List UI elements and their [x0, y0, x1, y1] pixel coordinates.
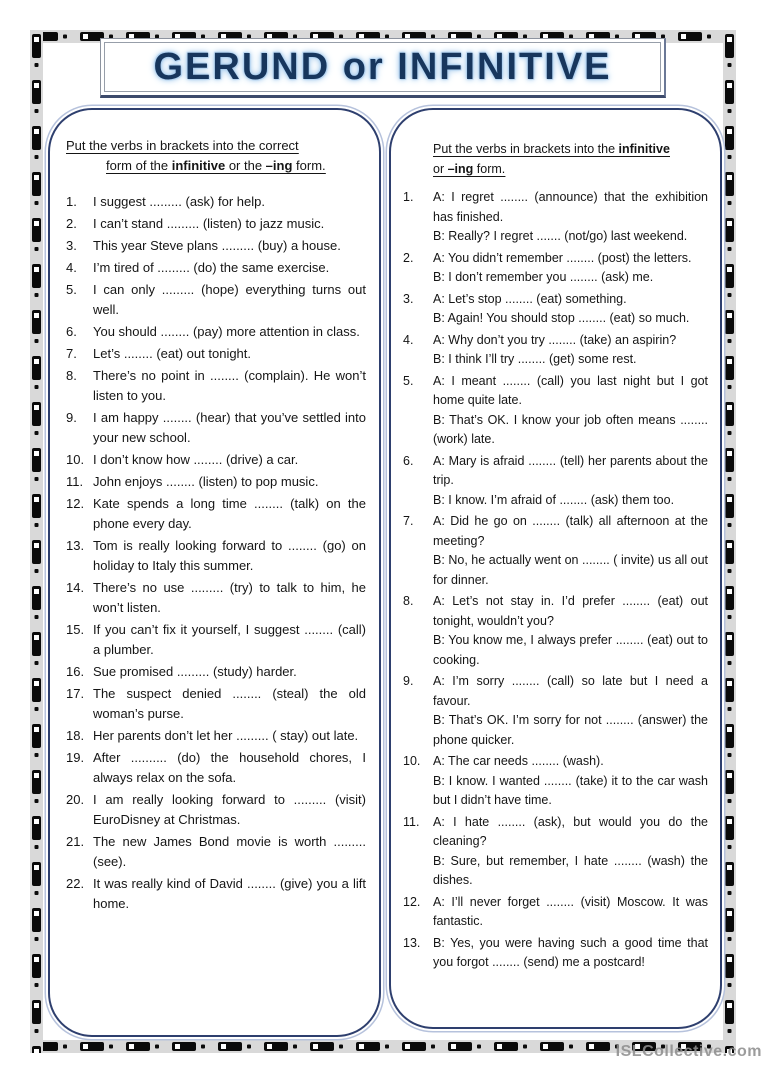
exercise-item — [66, 214, 366, 234]
dialogue-item — [403, 372, 708, 450]
item-number: 11. — [66, 474, 84, 489]
left-instructions-line2-post: form. — [292, 158, 326, 173]
dialogue-item — [403, 512, 708, 590]
item-number: 5. — [403, 373, 414, 388]
item-number: 16. — [66, 664, 85, 679]
exercise-item — [66, 874, 366, 914]
item-number: 13. — [66, 538, 85, 553]
dialogue-line: A: Let’s stop ........ (eat) something. — [433, 291, 627, 306]
dialogue-item — [403, 813, 708, 891]
item-number: 7. — [403, 514, 414, 528]
exercise-item — [66, 408, 366, 448]
right-exercise-panel — [389, 108, 722, 1029]
left-instructions-line2-mid: or the — [225, 158, 266, 173]
item-number: 21. — [66, 834, 85, 849]
dialogue-lines — [433, 934, 708, 973]
exercise-item — [66, 258, 366, 278]
item-number: 8. — [66, 368, 77, 383]
exercise-item — [66, 748, 366, 788]
item-text: I suggest ......... (ask) for help. — [93, 194, 265, 209]
item-number: 9. — [66, 410, 77, 425]
item-number: 4. — [66, 260, 77, 275]
left-instructions-line1: Put the verbs in brackets into the correct — [66, 138, 299, 153]
dialogue-lines — [433, 331, 708, 370]
item-number: 8. — [403, 594, 414, 608]
exercise-item — [66, 192, 366, 212]
dialogue-lines — [433, 512, 708, 590]
item-text: Let’s ........ (eat) out tonight. — [93, 346, 252, 361]
exercise-item — [66, 472, 366, 492]
dialogue-line: B: I think I’ll try ........ (get) some rest. — [433, 352, 637, 366]
dialogue-line: A: I hate ........ (ask), but would you do the cleaning? — [433, 814, 708, 848]
item-text: The suspect denied ........ (steal) the old woman’s purse. — [93, 686, 366, 721]
dialogue-line: B: Sure, but remember, I hate ........ (wash) the dishes. — [433, 853, 708, 887]
item-number: 12. — [66, 496, 85, 511]
item-text: I can only ......... (hope) everything turns out well. — [93, 282, 366, 317]
exercise-item — [66, 662, 366, 682]
dialogue-lines — [433, 592, 708, 670]
left-instructions-keyword-ing: –ing — [265, 158, 293, 173]
item-text: After .......... (do) the household chores, I always relax on the sofa. — [93, 750, 366, 785]
title-box-inner — [104, 42, 661, 92]
item-number: 9. — [403, 674, 414, 688]
left-instructions-line2-pre: form of the — [106, 158, 172, 173]
dialogue-item — [403, 672, 708, 750]
item-text: There’s no use ......... (try) to talk to him, he won’t listen. — [93, 580, 366, 615]
item-text: Sue promised ......... (study) harder. — [93, 664, 297, 679]
item-text: It was really kind of David ........ (give) you a lift home. — [93, 876, 366, 911]
dialogue-line: B: I know. I’m afraid of ........ (ask) them too. — [433, 492, 675, 507]
dialogue-line: A: You didn’t remember ........ (post) the letters. — [433, 250, 692, 265]
item-number: 17. — [66, 686, 85, 701]
item-text: John enjoys ........ (listen) to pop music. — [93, 474, 319, 489]
exercise-item — [66, 236, 366, 256]
item-number: 13. — [403, 935, 421, 950]
dialogue-line: B: I don’t remember you ........ (ask) me. — [433, 270, 654, 284]
dialogue-line: A: I’ll never forget ........ (visit) Moscow. It was fantastic. — [433, 894, 708, 928]
dialogue-line: B: Yes, you were having such a good time that you forgot ........ (send) me a postcard! — [433, 935, 708, 969]
dialogue-line: A: Why don’t you try ........ (take) an aspirin? — [433, 332, 677, 347]
dialogue-item — [403, 290, 708, 329]
exercise-item — [66, 684, 366, 724]
left-exercise-panel — [48, 108, 381, 1037]
dialogue-lines — [433, 290, 708, 329]
dialogue-line: B: Really? I regret ....... (not/go) last weekend. — [433, 229, 688, 243]
item-number: 5. — [66, 282, 77, 297]
right-instructions-keyword-infinitive: infinitive — [618, 142, 670, 156]
item-text: I’m tired of ......... (do) the same exercise. — [93, 260, 330, 275]
dialogue-line: B: Again! You should stop ........ (eat) so much. — [433, 311, 690, 325]
left-instructions-keyword-infinitive: infinitive — [171, 158, 226, 173]
exercise-item — [66, 832, 366, 872]
item-number: 22. — [66, 876, 85, 891]
exercise-item — [66, 726, 366, 746]
right-instructions-line1 — [433, 142, 670, 156]
item-text: I am happy ........ (hear) that you’ve settled into your new school. — [93, 410, 366, 445]
right-instructions-keyword-ing: –ing — [447, 161, 474, 176]
dialogue-line: B: You know me, I always prefer ........ (eat) out to cooking. — [433, 633, 708, 667]
item-number: 4. — [403, 332, 414, 347]
exercise-item — [66, 450, 366, 470]
dialogue-line: B: That’s OK. I’m sorry for not ........ (answer) the phone quicker. — [433, 713, 708, 747]
dialogue-line: B: That’s OK. I know your job often means ........ (work) late. — [433, 412, 708, 446]
dialogue-lines — [433, 672, 708, 750]
right-instructions — [433, 140, 708, 179]
dialogue-item — [403, 752, 708, 811]
dialogue-line: A: Mary is afraid ........ (tell) her parents about the trip. — [433, 453, 708, 487]
dialogue-line: A: I’m sorry ........ (call) so late but I need a favour. — [433, 674, 708, 708]
right-instructions-line2 — [433, 160, 708, 180]
dialogue-lines — [433, 752, 708, 811]
item-number: 2. — [403, 250, 414, 265]
watermark: ISLCollective.com — [615, 1043, 762, 1060]
item-number: 6. — [403, 453, 414, 468]
exercise-item — [66, 322, 366, 342]
dialogue-lines — [433, 372, 708, 450]
item-number: 14. — [66, 580, 85, 595]
dialogue-lines — [433, 893, 708, 932]
dialogue-item — [403, 592, 708, 670]
item-number: 15. — [66, 622, 85, 637]
right-instructions-line1-pre: Put the verbs in brackets into the — [433, 142, 619, 156]
exercise-item — [66, 536, 366, 576]
item-number: 19. — [66, 750, 85, 765]
exercise-item — [66, 790, 366, 830]
item-number: 10. — [403, 754, 421, 768]
dialogue-item — [403, 188, 708, 247]
decorative-border-right — [723, 30, 736, 1053]
exercise-item — [66, 620, 366, 660]
dialogue-lines — [433, 452, 708, 511]
item-number: 6. — [66, 324, 77, 339]
dialogue-line: A: I meant ........ (call) you last night but I got home quite late. — [433, 373, 708, 407]
decorative-border-left — [30, 30, 43, 1053]
worksheet-title: GERUND or INFINITIVE — [153, 45, 612, 88]
item-text: Tom is really looking forward to ........ (go) on holiday to Italy this summer. — [93, 538, 366, 573]
item-number: 18. — [66, 728, 85, 743]
dialogue-line: A: The car needs ........ (wash). — [433, 754, 604, 768]
item-text: There’s no point in ........ (complain). He won’t listen to you. — [93, 368, 366, 403]
item-text: If you can’t fix it yourself, I suggest ........ (call) a plumber. — [93, 622, 366, 657]
item-number: 7. — [66, 346, 77, 361]
exercise-item — [66, 344, 366, 364]
dialogue-item — [403, 934, 708, 973]
item-text: You should ........ (pay) more attention in class. — [93, 324, 360, 339]
right-instructions-line2-post: form. — [473, 161, 506, 176]
item-text: Her parents don’t let her ......... ( stay) out late. — [93, 728, 359, 743]
dialogue-line: B: No, he actually went on ........ ( invite) us all out for dinner. — [433, 553, 708, 587]
item-text: I can’t stand ......... (listen) to jazz music. — [93, 216, 325, 231]
item-number: 2. — [66, 216, 77, 231]
dialogue-item — [403, 249, 708, 288]
left-instructions-line2 — [106, 156, 366, 176]
dialogue-lines — [433, 813, 708, 891]
item-number: 1. — [403, 190, 414, 204]
item-number: 3. — [66, 238, 77, 253]
left-exercise-list — [66, 192, 366, 914]
dialogue-line: A: I regret ........ (announce) that the exhibition has finished. — [433, 190, 708, 224]
dialogue-item — [403, 331, 708, 370]
dialogue-item — [403, 893, 708, 932]
dialogue-item — [403, 452, 708, 511]
dialogue-lines — [433, 188, 708, 247]
left-instructions — [66, 136, 366, 176]
right-instructions-line2-pre: or — [433, 161, 448, 176]
item-text: I am really looking forward to ......... (visit) EuroDisney at Christmas. — [93, 792, 366, 827]
title-box — [100, 38, 666, 98]
dialogue-line: A: Did he go on ........ (talk) all afternoon at the meeting? — [433, 514, 708, 548]
exercise-item — [66, 366, 366, 406]
item-number: 20. — [66, 792, 85, 807]
item-number: 3. — [403, 291, 414, 306]
item-text: This year Steve plans ......... (buy) a house. — [93, 238, 341, 253]
right-exercise-list — [403, 188, 708, 973]
item-text: I don’t know how ........ (drive) a car. — [93, 452, 299, 467]
item-number: 12. — [403, 894, 421, 909]
item-number: 1. — [66, 194, 77, 209]
item-number: 11. — [403, 814, 420, 829]
dialogue-line: B: I know. I wanted ........ (take) it to the car wash but I didn’t have time. — [433, 773, 708, 807]
dialogue-lines — [433, 249, 708, 288]
item-number: 10. — [66, 452, 85, 467]
exercise-item — [66, 280, 366, 320]
exercise-item — [66, 578, 366, 618]
dialogue-line: A: Let’s not stay in. I’d prefer ........ (eat) out tonight, wouldn’t you? — [433, 594, 708, 628]
item-text: Kate spends a long time ........ (talk) on the phone every day. — [93, 496, 366, 531]
exercise-item — [66, 494, 366, 534]
item-text: The new James Bond movie is worth ......... (see). — [93, 834, 366, 869]
